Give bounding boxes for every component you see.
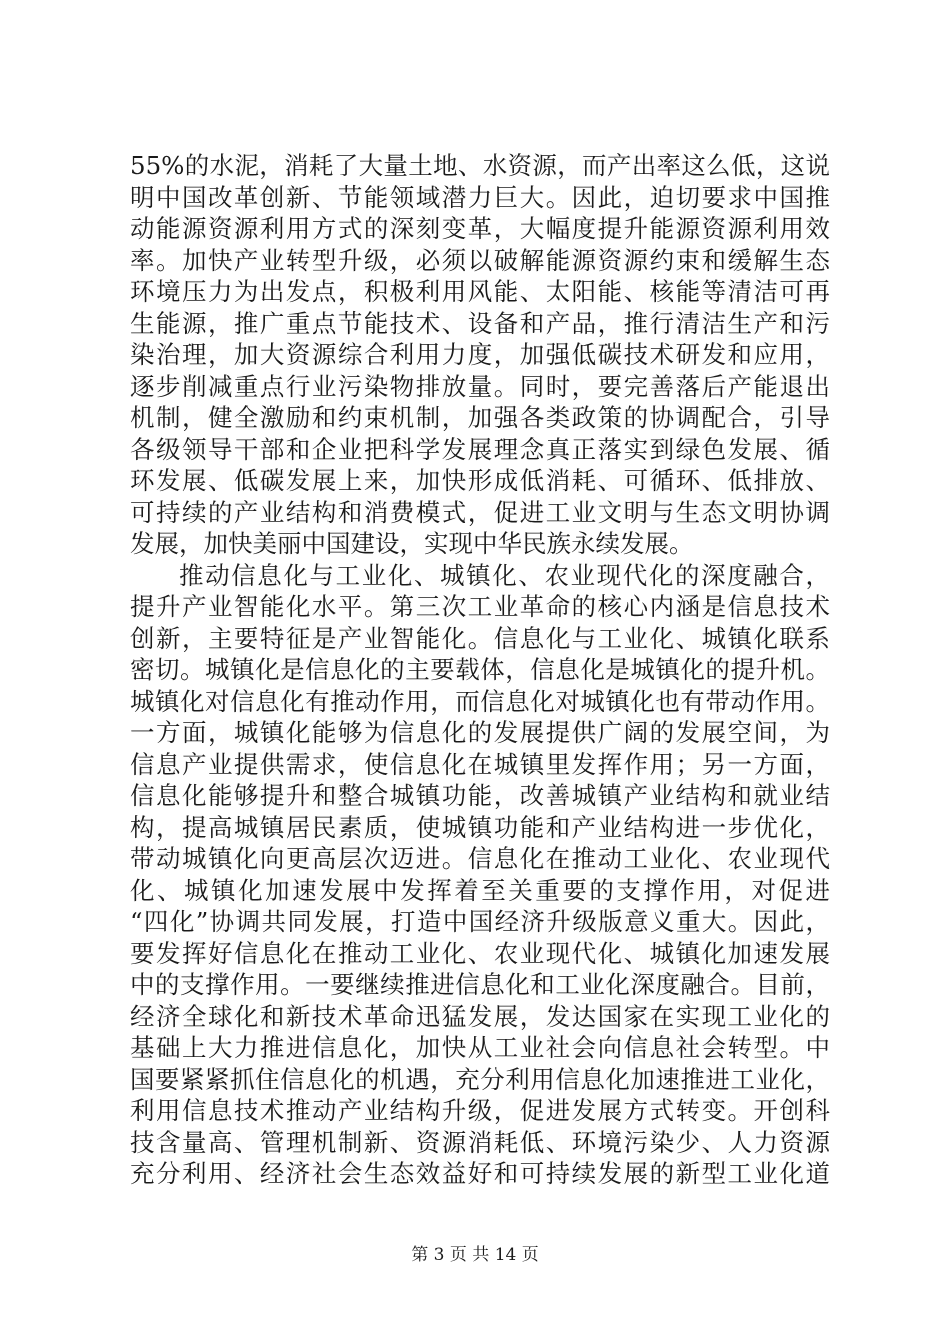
- text-line: 可持续的产业结构和消费模式，促进工业文明与生态文明协调: [130, 497, 830, 527]
- text-line: 充分利用、经济社会生态效益好和可持续发展的新型工业化道: [130, 1159, 830, 1188]
- text-line: 机制，健全激励和约束机制，加强各类政策的协调配合，引导: [130, 403, 830, 432]
- text-line: 技含量高、管理机制新、资源消耗低、环境污染少、人力资源: [130, 1127, 830, 1157]
- page-footer: [0, 1245, 950, 1265]
- text-line: 推动信息化与工业化、城镇化、农业现代化的深度融合，: [179, 560, 830, 590]
- paragraph: [130, 150, 830, 560]
- body-text: [130, 150, 830, 1190]
- text-line: 染治理，加大资源综合利用力度，加强低碳技术研发和应用，: [130, 340, 830, 369]
- text-line: 经济全球化和新技术革命迅猛发展，发达国家在实现工业化的: [130, 1001, 830, 1031]
- text-line: 率。加快产业转型升级，必须以破解能源资源约束和缓解生态: [130, 245, 830, 275]
- text-line: 密切。城镇化是信息化的主要载体，信息化是城镇化的提升机。: [130, 655, 830, 684]
- text-line: 构，提高城镇居民素质，使城镇功能和产业结构进一步优化，: [130, 812, 830, 842]
- text-line: 国要紧紧抓住信息化的机遇，充分利用信息化加速推进工业化，: [130, 1064, 830, 1094]
- text-line: 各级领导干部和企业把科学发展理念真正落实到绿色发展、循: [130, 434, 830, 464]
- text-line: 动能源资源利用方式的深刻变革，大幅度提升能源资源利用效: [130, 214, 830, 243]
- text-line: 信息产业提供需求，使信息化在城镇里发挥作用；另一方面，: [130, 749, 830, 779]
- text-line: 创新，主要特征是产业智能化。信息化与工业化、城镇化联系: [130, 623, 830, 653]
- text-line: 环发展、低碳发展上来，加快形成低消耗、可循环、低排放、: [130, 466, 830, 495]
- text-line: 化、城镇化加速发展中发挥着至关重要的支撑作用，对促进: [130, 875, 830, 905]
- text-line: 城镇化对信息化有推动作用，而信息化对城镇化也有带动作用。: [130, 686, 830, 716]
- text-line: 要发挥好信息化在推动工业化、农业现代化、城镇化加速发展: [130, 938, 830, 968]
- paragraph: [130, 560, 830, 1190]
- text-line: 提升产业智能化水平。第三次工业革命的核心内涵是信息技术: [130, 592, 830, 621]
- text-line: 明中国改革创新、节能领域潜力巨大。因此，迫切要求中国推: [130, 182, 830, 212]
- text-line: 带动城镇化向更高层次迈进。信息化在推动工业化、农业现代: [130, 844, 830, 873]
- text-line: 逐步削减重点行业污染物排放量。同时，要完善落后产能退出: [130, 371, 830, 401]
- page-number-label: 第 3 页 共 14 页: [411, 1245, 539, 1265]
- text-line: 利用信息技术推动产业结构升级，促进发展方式转变。开创科: [130, 1096, 830, 1125]
- text-line: “四化”协调共同发展，打造中国经济升级版意义重大。因此，: [130, 907, 830, 936]
- text-line: 一方面，城镇化能够为信息化的发展提供广阔的发展空间，为: [130, 718, 830, 747]
- text-line: 发展，加快美丽中国建设，实现中华民族永续发展。: [130, 529, 694, 558]
- text-line: 生能源，推广重点节能技术、设备和产品，推行清洁生产和污: [130, 308, 830, 338]
- text-line: 信息化能够提升和整合城镇功能，改善城镇产业结构和就业结: [130, 781, 830, 810]
- text-line: 环境压力为出发点，积极利用风能、太阳能、核能等清洁可再: [130, 277, 830, 306]
- text-line: 55%的水泥，消耗了大量土地、水资源，而产出率这么低，这说: [130, 151, 830, 180]
- text-line: 中的支撑作用。一要继续推进信息化和工业化深度融合。目前，: [130, 970, 830, 999]
- text-line: 基础上大力推进信息化，加快从工业社会向信息社会转型。中: [130, 1033, 830, 1062]
